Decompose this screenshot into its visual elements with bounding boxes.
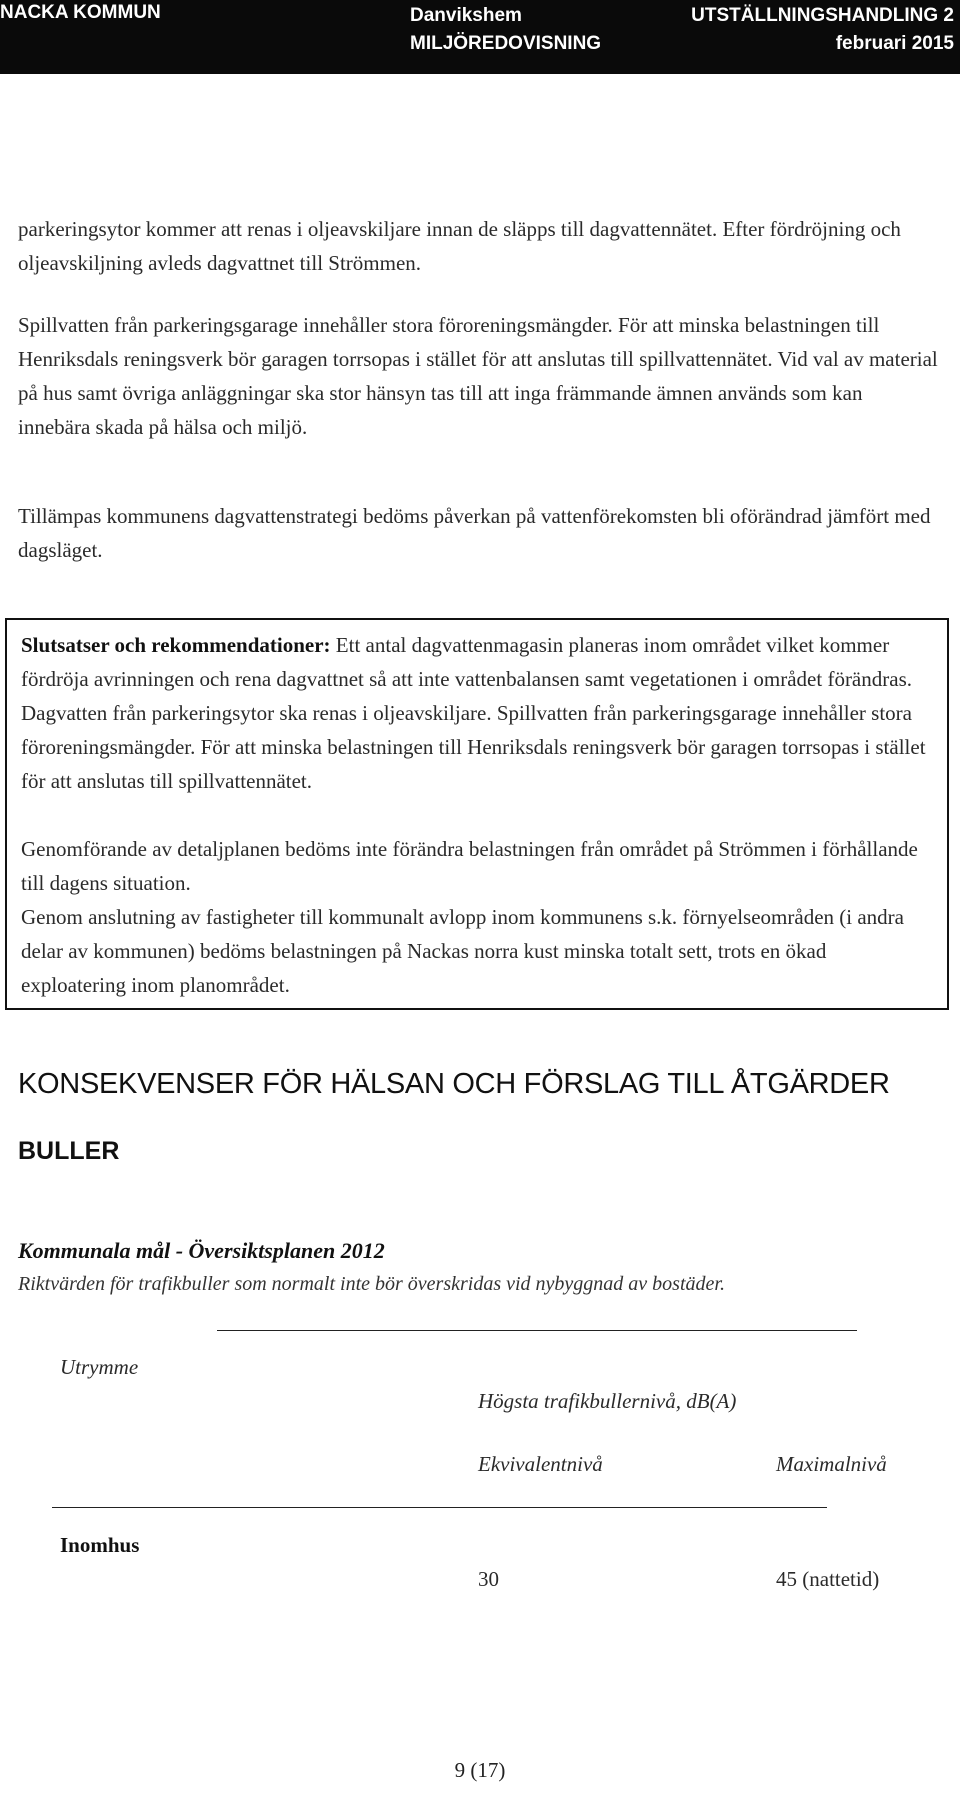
section-heading: KONSEKVENSER FÖR HÄLSAN OCH FÖRSLAG TILL ÅTGÄRDER [18, 1068, 890, 1100]
page-header [0, 0, 960, 74]
goals-subtitle: Riktvärden för trafikbuller som normalt inte bör överskridas vid nybyggnad av bostäder. [18, 1273, 725, 1295]
body-paragraph-strategy: Tillämpas kommunens dagvattenstrategi bedöms påverkan på vattenförekomsten bli oförändrad jämfört med dagsläget. [18, 504, 931, 562]
conclusions-paragraph [21, 628, 935, 798]
conclusions-text: Ett antal dagvattenmagasin planeras inom området vilket kommer fördröja avrinningen och rena dagvattnet så att inte vattenbalansen samt vegetationen i området förändras. Dagvatten från parkeringsytor ska renas i oljeavskiljare. Spillvatten från parkeringsgarage innehåller stora föroreningsmängder. För att minska belastningen till Henriksdals reningsverk bör garagen torrsopas i stället för att anslutas till spillvattennätet. [21, 633, 926, 793]
conclusions-box [5, 618, 949, 1010]
table-row-space: Inomhus [60, 1533, 140, 1557]
goals-heading: Kommunala mål - Översiktsplanen 2012 [18, 1238, 385, 1263]
body-paragraph-stormwater: parkeringsytor kommer att renas i oljeavskiljare innan de släpps till dagvattennätet. Efter fördröjning och oljeavskiljning avleds dagvattnet till Strömmen. [18, 217, 901, 275]
document-subject [410, 2, 660, 58]
conclusions-coast-text: Genom anslutning av fastigheter till kommunalt avlopp inom kommunens s.k. förnyelseområden (i andra delar av kommunen) bedöms belastningen på Nackas norra kust minska totalt sett, trots en ökad exploatering inom planområdet. [21, 905, 904, 997]
document-status [691, 2, 954, 58]
document-date: februari 2015 [835, 33, 954, 54]
document-stage: UTSTÄLLNINGSHANDLING 2 [691, 5, 954, 26]
table-header-maximum: Maximalnivå [776, 1452, 887, 1476]
conclusions-label: Slutsatser och rekommendationer: [21, 633, 331, 657]
table-row-maximum: 45 (nattetid) [776, 1567, 880, 1591]
document-type: MILJÖREDOVISNING [410, 33, 602, 54]
conclusions-recipient-text: Genomförande av detaljplanen bedöms inte förändra belastningen från området på Strömmen i förhållande till dagens situation. [21, 837, 918, 895]
page-number: 9 (17) [454, 1758, 506, 1782]
subsection-heading: BULLER [18, 1137, 120, 1165]
body-paragraph-wastewater: Spillvatten från parkeringsgarage innehåller stora föroreningsmängder. För att minska belastningen till Henriksdals reningsverk bör garagen torrsopas i stället för att anslutas till spillvattennätet. Vid val av material på hus samt övriga anläggningar ska stor hänsyn tas till att inga främmande ämnen används som kan innebära skada på hälsa och miljö. [18, 313, 938, 439]
table-row-equivalent: 30 [478, 1567, 499, 1591]
table-header-noise-level: Högsta trafikbullernivå, dB(A) [478, 1389, 737, 1413]
table-header-space: Utrymme [60, 1355, 139, 1379]
municipality-name: NACKA KOMMUN [0, 2, 161, 23]
project-name: Danvikshem [410, 5, 522, 26]
table-header-rule [52, 1507, 827, 1508]
table-header-equivalent: Ekvivalentnivå [478, 1452, 603, 1476]
table-top-rule [217, 1330, 857, 1331]
